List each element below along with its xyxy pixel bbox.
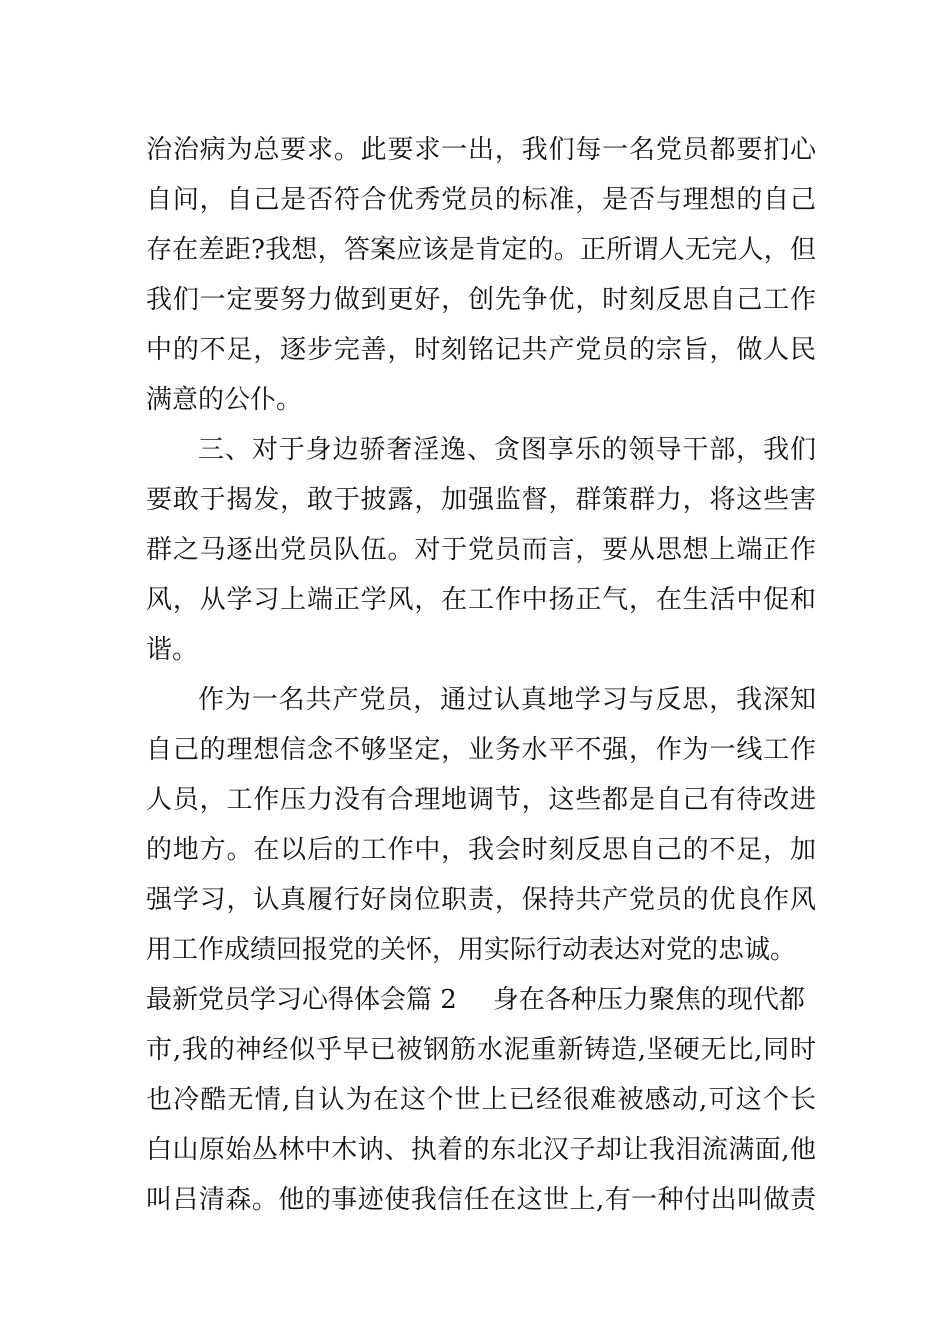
text-line: 的地方。在以后的工作中，我会时刻反思自己的不足，加 <box>146 835 816 865</box>
text-line: 中的不足，逐步完善，时刻铭记共产党员的宗旨，做人民 <box>146 335 816 365</box>
text-line: 市,我的神经似乎早已被钢筋水泥重新铸造,坚硬无比,同时 <box>146 1035 816 1065</box>
text-line: 满意的公仆。 <box>146 385 303 415</box>
text-line: 我们一定要努力做到更好，创先争优，时刻反思自己工作 <box>146 285 816 315</box>
text-line: 也冷酷无情,自认为在这个世上已经很难被感动,可这个长 <box>146 1085 816 1115</box>
text-line: 谐。 <box>146 635 199 665</box>
text-line: 人员，工作压力没有合理地调节，这些都是自己有待改进 <box>146 785 816 815</box>
text-line: 治治病为总要求。此要求一出，我们每一名党员都要扪心 <box>146 135 816 165</box>
text-line: 叫吕清森。他的事迹使我信任在这世上,有一种付出叫做责 <box>146 1185 816 1215</box>
text-line: 群之马逐出党员队伍。对于党员而言，要从思想上端正作 <box>146 535 816 565</box>
text-line: 用工作成绩回报党的关怀，用实际行动表达对党的忠诚。 <box>146 935 797 965</box>
text-line: 强学习，认真履行好岗位职责，保持共产党员的优良作风 <box>146 885 816 915</box>
text-line: 自问，自己是否符合优秀党员的标准，是否与理想的自己 <box>146 185 816 215</box>
section-first-text: 身在各种压力聚焦的现代都 <box>492 985 805 1015</box>
paragraph-start-line: 三、对于身边骄奢淫逸、贪图享乐的领导干部，我们 <box>198 435 816 465</box>
text-line: 存在差距?我想，答案应该是肯定的。正所谓人无完人，但 <box>146 235 816 265</box>
text-line: 自己的理想信念不够坚定，业务水平不强，作为一线工作 <box>146 735 816 765</box>
section-heading: 最新党员学习心得体会篇 2 <box>146 985 457 1015</box>
section-heading-line <box>146 985 816 1015</box>
text-line: 风，从学习上端正学风，在工作中扬正气，在生活中促和 <box>146 585 816 615</box>
text-line: 白山原始丛林中木讷、执着的东北汉子却让我泪流满面,他 <box>146 1135 816 1165</box>
text-line: 要敢于揭发，敢于披露，加强监督，群策群力，将这些害 <box>146 485 816 515</box>
paragraph-start-line: 作为一名共产党员，通过认真地学习与反思，我深知 <box>198 685 816 715</box>
